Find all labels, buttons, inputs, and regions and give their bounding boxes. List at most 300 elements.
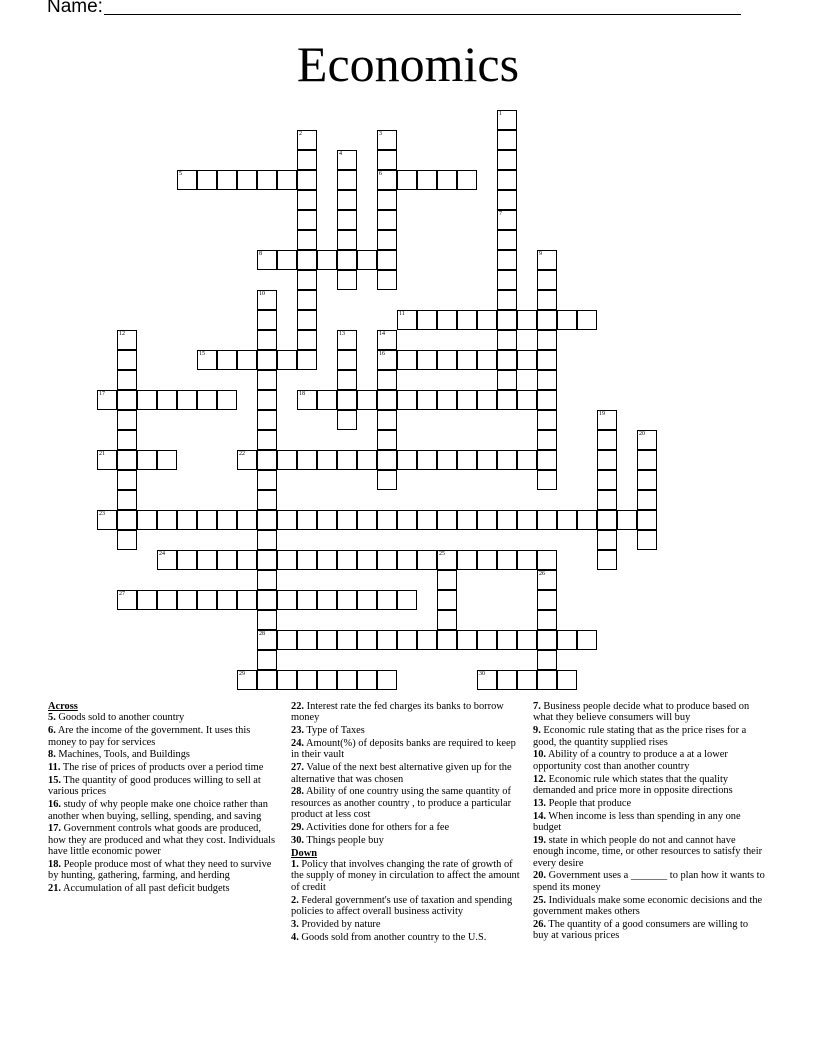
grid-cell[interactable] <box>297 290 317 310</box>
grid-cell[interactable] <box>257 370 277 390</box>
grid-cell[interactable] <box>197 350 217 370</box>
grid-cell[interactable] <box>217 390 237 410</box>
grid-cell[interactable] <box>357 250 377 270</box>
grid-cell[interactable] <box>337 350 357 370</box>
clue-item-text: Goods sold from another country to the U.S. <box>301 931 487 943</box>
grid-cell[interactable] <box>497 330 517 350</box>
grid-cell[interactable] <box>637 510 657 530</box>
grid-cell[interactable] <box>497 130 517 150</box>
grid-cell[interactable] <box>377 410 397 430</box>
grid-cell[interactable] <box>257 510 277 530</box>
grid-cell[interactable] <box>457 310 477 330</box>
grid-cell[interactable] <box>357 670 377 690</box>
grid-cell[interactable] <box>337 330 357 350</box>
grid-cell[interactable] <box>537 310 557 330</box>
grid-cell[interactable] <box>377 150 397 170</box>
grid-cell[interactable] <box>537 550 557 570</box>
clue-item-text: Ability of a country to produce a at a lower opportunity cost than another country <box>533 749 728 772</box>
grid-cell[interactable] <box>257 390 277 410</box>
grid-cell[interactable] <box>337 190 357 210</box>
grid-cell[interactable] <box>377 270 397 290</box>
grid-cell[interactable] <box>257 630 277 650</box>
grid-cell[interactable] <box>117 390 137 410</box>
grid-cell[interactable] <box>377 130 397 150</box>
grid-cell[interactable] <box>497 310 517 330</box>
grid-cell[interactable] <box>497 270 517 290</box>
grid-cell[interactable] <box>437 590 457 610</box>
grid-cell[interactable] <box>197 550 217 570</box>
grid-cell[interactable] <box>637 490 657 510</box>
grid-cell[interactable] <box>517 510 537 530</box>
clue-item-text: Machines, Tools, and Buildings <box>58 749 190 761</box>
grid-cell[interactable] <box>377 470 397 490</box>
grid-cell[interactable] <box>617 510 637 530</box>
grid-cell[interactable] <box>237 550 257 570</box>
grid-cell[interactable] <box>337 250 357 270</box>
grid-cell[interactable] <box>557 310 577 330</box>
grid-cell[interactable] <box>257 430 277 450</box>
grid-cell[interactable] <box>177 550 197 570</box>
grid-cell[interactable] <box>117 430 137 450</box>
grid-cell[interactable] <box>257 290 277 310</box>
grid-cell[interactable] <box>117 410 137 430</box>
grid-cell[interactable] <box>437 390 457 410</box>
grid-cell[interactable] <box>337 630 357 650</box>
clue-item <box>291 932 525 943</box>
grid-cell[interactable] <box>477 550 497 570</box>
grid-cell[interactable] <box>337 230 357 250</box>
grid-cell[interactable] <box>437 170 457 190</box>
grid-cell[interactable] <box>597 550 617 570</box>
grid-cell[interactable] <box>517 550 537 570</box>
clue-item <box>533 701 765 724</box>
grid-cell[interactable] <box>117 450 137 470</box>
grid-cell[interactable] <box>477 390 497 410</box>
grid-cell[interactable] <box>317 550 337 570</box>
grid-cell[interactable] <box>377 250 397 270</box>
grid-cell[interactable] <box>337 170 357 190</box>
grid-cell[interactable] <box>337 270 357 290</box>
clue-number: 22 <box>239 451 245 457</box>
grid-cell[interactable] <box>137 390 157 410</box>
grid-cell[interactable] <box>357 630 377 650</box>
grid-cell[interactable] <box>597 410 617 430</box>
grid-cell[interactable] <box>497 210 517 230</box>
grid-cell[interactable] <box>637 530 657 550</box>
grid-cell[interactable] <box>397 550 417 570</box>
grid-cell[interactable] <box>277 170 297 190</box>
grid-cell[interactable] <box>457 510 477 530</box>
grid-cell[interactable] <box>297 330 317 350</box>
grid-cell[interactable] <box>237 510 257 530</box>
grid-cell[interactable] <box>497 230 517 250</box>
clue-number: 17 <box>99 391 105 397</box>
clue-item <box>291 786 525 820</box>
grid-cell[interactable] <box>257 670 277 690</box>
grid-cell[interactable] <box>117 330 137 350</box>
grid-cell[interactable] <box>297 150 317 170</box>
clue-number: 23 <box>99 511 105 517</box>
clue-item-text: Things people buy <box>306 834 384 846</box>
clue-column-3 <box>533 701 765 943</box>
grid-cell[interactable] <box>197 510 217 530</box>
grid-cell[interactable] <box>137 590 157 610</box>
grid-cell[interactable] <box>457 390 477 410</box>
grid-cell[interactable] <box>157 550 177 570</box>
grid-cell[interactable] <box>557 630 577 650</box>
grid-cell[interactable] <box>117 490 137 510</box>
grid-cell[interactable] <box>337 210 357 230</box>
grid-cell[interactable] <box>537 610 557 630</box>
grid-cell[interactable] <box>477 510 497 530</box>
grid-cell[interactable] <box>117 350 137 370</box>
grid-cell[interactable] <box>457 350 477 370</box>
grid-cell[interactable] <box>217 510 237 530</box>
grid-cell[interactable] <box>257 550 277 570</box>
grid-cell[interactable] <box>537 590 557 610</box>
grid-cell[interactable] <box>537 270 557 290</box>
grid-cell[interactable] <box>537 650 557 670</box>
grid-cell[interactable] <box>597 530 617 550</box>
grid-cell[interactable] <box>297 210 317 230</box>
grid-cell[interactable] <box>417 510 437 530</box>
grid-cell[interactable] <box>597 430 617 450</box>
grid-cell[interactable] <box>297 350 317 370</box>
clue-item <box>291 725 525 736</box>
grid-cell[interactable] <box>257 330 277 350</box>
grid-cell[interactable] <box>257 530 277 550</box>
grid-cell[interactable] <box>637 470 657 490</box>
grid-cell[interactable] <box>537 510 557 530</box>
grid-cell[interactable] <box>497 250 517 270</box>
grid-cell[interactable] <box>217 550 237 570</box>
grid-cell[interactable] <box>377 590 397 610</box>
grid-cell[interactable] <box>337 370 357 390</box>
grid-cell[interactable] <box>497 150 517 170</box>
grid-cell[interactable] <box>437 550 457 570</box>
grid-cell[interactable] <box>317 510 337 530</box>
grid-cell[interactable] <box>417 350 437 370</box>
grid-cell[interactable] <box>557 670 577 690</box>
grid-cell[interactable] <box>257 470 277 490</box>
grid-cell[interactable] <box>577 510 597 530</box>
grid-cell[interactable] <box>377 670 397 690</box>
grid-cell[interactable] <box>277 670 297 690</box>
grid-cell[interactable] <box>317 670 337 690</box>
grid-cell[interactable] <box>597 490 617 510</box>
grid-cell[interactable] <box>257 590 277 610</box>
grid-cell[interactable] <box>257 610 277 630</box>
grid-cell[interactable] <box>97 390 117 410</box>
grid-cell[interactable] <box>317 590 337 610</box>
grid-cell[interactable] <box>117 510 137 530</box>
grid-cell[interactable] <box>497 630 517 650</box>
grid-cell[interactable] <box>337 550 357 570</box>
grid-cell[interactable] <box>297 590 317 610</box>
grid-cell[interactable] <box>137 510 157 530</box>
grid-cell[interactable] <box>437 570 457 590</box>
grid-cell[interactable] <box>317 390 337 410</box>
grid-cell[interactable] <box>277 450 297 470</box>
grid-cell[interactable] <box>537 330 557 350</box>
clue-item <box>48 749 278 760</box>
grid-cell[interactable] <box>397 310 417 330</box>
grid-cell[interactable] <box>537 470 557 490</box>
grid-cell[interactable] <box>257 250 277 270</box>
grid-cell[interactable] <box>637 430 657 450</box>
clue-item-text: The quantity of good produces willing to sell at various prices <box>48 775 261 798</box>
grid-cell[interactable] <box>257 410 277 430</box>
grid-cell[interactable] <box>297 190 317 210</box>
grid-cell[interactable] <box>317 250 337 270</box>
grid-cell[interactable] <box>377 210 397 230</box>
grid-cell[interactable] <box>397 170 417 190</box>
grid-cell[interactable] <box>257 170 277 190</box>
grid-cell[interactable] <box>597 510 617 530</box>
grid-cell[interactable] <box>97 510 117 530</box>
grid-cell[interactable] <box>637 450 657 470</box>
grid-cell[interactable] <box>237 170 257 190</box>
grid-cell[interactable] <box>457 170 477 190</box>
grid-cell[interactable] <box>297 170 317 190</box>
grid-cell[interactable] <box>237 670 257 690</box>
grid-cell[interactable] <box>277 510 297 530</box>
grid-cell[interactable] <box>297 510 317 530</box>
grid-cell[interactable] <box>337 390 357 410</box>
grid-cell[interactable] <box>237 350 257 370</box>
grid-cell[interactable] <box>297 130 317 150</box>
grid-cell[interactable] <box>277 550 297 570</box>
grid-cell[interactable] <box>377 350 397 370</box>
grid-cell[interactable] <box>257 570 277 590</box>
grid-cell[interactable] <box>377 370 397 390</box>
clue-item-text: People that produce <box>548 797 632 809</box>
grid-cell[interactable] <box>377 630 397 650</box>
grid-cell[interactable] <box>297 310 317 330</box>
grid-cell[interactable] <box>157 450 177 470</box>
grid-cell[interactable] <box>397 350 417 370</box>
grid-cell[interactable] <box>357 590 377 610</box>
grid-cell[interactable] <box>377 550 397 570</box>
grid-cell[interactable] <box>537 370 557 390</box>
grid-cell[interactable] <box>537 570 557 590</box>
grid-cell[interactable] <box>297 670 317 690</box>
grid-cell[interactable] <box>337 450 357 470</box>
grid-cell[interactable] <box>277 630 297 650</box>
grid-cell[interactable] <box>377 450 397 470</box>
grid-cell[interactable] <box>517 310 537 330</box>
grid-cell[interactable] <box>537 430 557 450</box>
grid-cell[interactable] <box>437 310 457 330</box>
grid-cell[interactable] <box>117 530 137 550</box>
grid-cell[interactable] <box>517 670 537 690</box>
grid-cell[interactable] <box>177 390 197 410</box>
grid-cell[interactable] <box>577 310 597 330</box>
grid-cell[interactable] <box>217 170 237 190</box>
grid-cell[interactable] <box>537 350 557 370</box>
grid-cell[interactable] <box>117 590 137 610</box>
grid-cell[interactable] <box>217 590 237 610</box>
grid-cell[interactable] <box>397 510 417 530</box>
grid-cell[interactable] <box>197 390 217 410</box>
grid-cell[interactable] <box>297 250 317 270</box>
grid-cell[interactable] <box>197 170 217 190</box>
grid-cell[interactable] <box>297 230 317 250</box>
grid-cell[interactable] <box>577 630 597 650</box>
grid-cell[interactable] <box>137 450 157 470</box>
grid-cell[interactable] <box>237 590 257 610</box>
clue-item-number: 15. <box>48 775 61 786</box>
grid-cell[interactable] <box>117 370 137 390</box>
clue-item-text: Type of Taxes <box>306 725 365 737</box>
grid-cell[interactable] <box>517 450 537 470</box>
grid-cell[interactable] <box>117 470 137 490</box>
clue-item <box>291 701 525 724</box>
grid-cell[interactable] <box>537 630 557 650</box>
grid-cell[interactable] <box>377 430 397 450</box>
grid-cell[interactable] <box>417 390 437 410</box>
grid-cell[interactable] <box>397 390 417 410</box>
grid-cell[interactable] <box>257 450 277 470</box>
grid-cell[interactable] <box>297 550 317 570</box>
grid-cell[interactable] <box>157 390 177 410</box>
grid-cell[interactable] <box>377 510 397 530</box>
grid-cell[interactable] <box>517 390 537 410</box>
grid-cell[interactable] <box>497 190 517 210</box>
grid-cell[interactable] <box>497 670 517 690</box>
grid-cell[interactable] <box>477 630 497 650</box>
grid-cell[interactable] <box>197 590 217 610</box>
grid-cell[interactable] <box>497 370 517 390</box>
grid-cell[interactable] <box>317 450 337 470</box>
grid-cell[interactable] <box>337 150 357 170</box>
grid-cell[interactable] <box>417 310 437 330</box>
grid-cell[interactable] <box>477 450 497 470</box>
grid-cell[interactable] <box>517 350 537 370</box>
grid-cell[interactable] <box>537 290 557 310</box>
grid-cell[interactable] <box>377 390 397 410</box>
grid-cell[interactable] <box>377 190 397 210</box>
clue-item <box>291 762 525 785</box>
grid-cell[interactable] <box>537 410 557 430</box>
grid-cell[interactable] <box>437 450 457 470</box>
clue-item-number: 21. <box>48 883 61 895</box>
clue-item <box>48 725 278 748</box>
clue-item <box>48 799 278 822</box>
grid-cell[interactable] <box>497 170 517 190</box>
clue-number: 8 <box>259 251 262 257</box>
clue-item-text: Federal government's use of taxation and spending policies to affect overall business activity <box>291 894 513 918</box>
grid-cell[interactable] <box>477 350 497 370</box>
grid-cell[interactable] <box>297 270 317 290</box>
grid-cell[interactable] <box>337 670 357 690</box>
grid-cell[interactable] <box>357 390 377 410</box>
grid-cell[interactable] <box>417 630 437 650</box>
grid-cell[interactable] <box>397 630 417 650</box>
grid-cell[interactable] <box>317 630 337 650</box>
grid-cell[interactable] <box>437 610 457 630</box>
grid-cell[interactable] <box>297 450 317 470</box>
grid-cell[interactable] <box>177 590 197 610</box>
grid-cell[interactable] <box>397 450 417 470</box>
grid-cell[interactable] <box>357 450 377 470</box>
grid-cell[interactable] <box>377 230 397 250</box>
grid-cell[interactable] <box>457 630 477 650</box>
clue-number: 19 <box>599 411 605 417</box>
grid-cell[interactable] <box>437 630 457 650</box>
grid-cell[interactable] <box>497 290 517 310</box>
grid-cell[interactable] <box>557 510 577 530</box>
grid-cell[interactable] <box>377 170 397 190</box>
grid-cell[interactable] <box>257 490 277 510</box>
grid-cell[interactable] <box>417 550 437 570</box>
grid-cell[interactable] <box>157 590 177 610</box>
clue-item-number: 26. <box>533 918 546 930</box>
grid-cell[interactable] <box>497 350 517 370</box>
clue-number: 1 <box>499 111 502 117</box>
grid-cell[interactable] <box>517 630 537 650</box>
grid-cell[interactable] <box>437 510 457 530</box>
grid-cell[interactable] <box>457 450 477 470</box>
grid-cell[interactable] <box>277 590 297 610</box>
grid-cell[interactable] <box>497 450 517 470</box>
grid-cell[interactable] <box>97 450 117 470</box>
grid-cell[interactable] <box>257 350 277 370</box>
grid-cell[interactable] <box>497 110 517 130</box>
grid-cell[interactable] <box>177 170 197 190</box>
grid-cell[interactable] <box>477 670 497 690</box>
grid-cell[interactable] <box>337 590 357 610</box>
grid-cell[interactable] <box>537 390 557 410</box>
clue-item <box>533 749 765 772</box>
grid-cell[interactable] <box>497 390 517 410</box>
grid-cell[interactable] <box>537 670 557 690</box>
clue-number: 4 <box>339 151 342 157</box>
grid-cell[interactable] <box>457 550 477 570</box>
grid-cell[interactable] <box>417 170 437 190</box>
grid-cell[interactable] <box>537 450 557 470</box>
grid-cell[interactable] <box>357 550 377 570</box>
grid-cell[interactable] <box>477 310 497 330</box>
grid-cell[interactable] <box>537 250 557 270</box>
grid-cell[interactable] <box>177 510 197 530</box>
grid-cell[interactable] <box>437 350 457 370</box>
grid-cell[interactable] <box>297 390 317 410</box>
grid-cell[interactable] <box>597 470 617 490</box>
grid-cell[interactable] <box>277 250 297 270</box>
grid-cell[interactable] <box>217 350 237 370</box>
clue-number: 15 <box>199 351 205 357</box>
grid-cell[interactable] <box>277 350 297 370</box>
grid-cell[interactable] <box>497 550 517 570</box>
grid-cell[interactable] <box>597 450 617 470</box>
grid-cell[interactable] <box>157 510 177 530</box>
grid-cell[interactable] <box>337 410 357 430</box>
grid-cell[interactable] <box>257 650 277 670</box>
grid-cell[interactable] <box>297 630 317 650</box>
grid-cell[interactable] <box>397 590 417 610</box>
clue-number: 30 <box>479 671 485 677</box>
clue-item-number: 2. <box>291 894 299 906</box>
grid-cell[interactable] <box>337 510 357 530</box>
grid-cell[interactable] <box>237 450 257 470</box>
grid-cell[interactable] <box>257 310 277 330</box>
grid-cell[interactable] <box>417 450 437 470</box>
clue-number: 13 <box>339 331 345 337</box>
grid-cell[interactable] <box>357 510 377 530</box>
grid-cell[interactable] <box>497 510 517 530</box>
grid-cell[interactable] <box>377 330 397 350</box>
